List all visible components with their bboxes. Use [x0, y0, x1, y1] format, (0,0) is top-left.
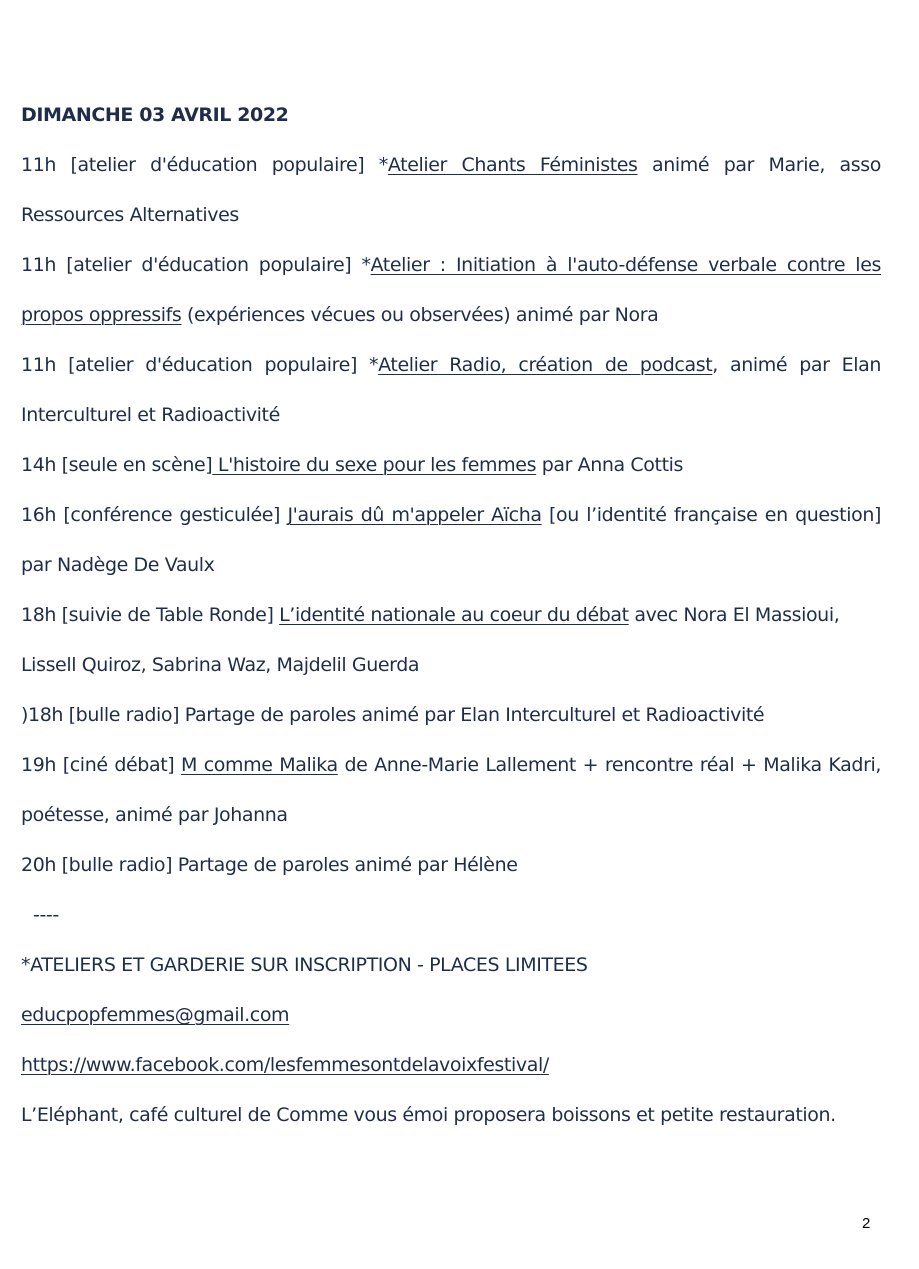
- event-link[interactable]: L’identité nationale au coeur du débat: [279, 604, 629, 626]
- event-link[interactable]: Atelier Radio, création de podcast: [378, 354, 713, 376]
- event-time-category: 11h [atelier d'éducation populaire] *: [21, 254, 371, 276]
- event-link[interactable]: Atelier Chants Féministes: [387, 154, 638, 176]
- event-item: [21, 740, 881, 840]
- event-link[interactable]: M comme Malika: [181, 754, 338, 776]
- email-line: [21, 990, 881, 1040]
- event-details: [ou l’identité française en question] par Nadège De Vaulx: [21, 504, 881, 576]
- event-time-category: 16h [conférence gesticulée]: [21, 504, 288, 526]
- event-details: (expériences vécues ou observées) animé par Nora: [181, 304, 659, 326]
- event-time-category: 11h [atelier d'éducation populaire] *: [21, 154, 388, 176]
- separator: ----: [33, 904, 59, 926]
- event-text: 20h [bulle radio] Partage de paroles animé par Hélène: [21, 854, 518, 876]
- event-item: [21, 840, 881, 890]
- event-link[interactable]: L'histoire du sexe pour les femmes: [212, 454, 537, 476]
- event-link[interactable]: Atelier : Initiation à l'auto-défense verbale contre les propos oppressifs: [21, 254, 881, 326]
- event-link[interactable]: J'aurais dû m'appeler Aïcha: [287, 504, 542, 526]
- event-item: [21, 440, 881, 490]
- event-item: [21, 690, 881, 740]
- event-time-category: 14h [seule en scène]: [21, 454, 213, 476]
- facebook-link[interactable]: https://www.facebook.com/lesfemmesontdelavoixfestival/: [21, 1054, 549, 1076]
- event-details: animé par Marie, asso Ressources Alternatives: [21, 154, 881, 226]
- event-time-category: 18h [suivie de Table Ronde]: [21, 604, 280, 626]
- event-item: [21, 340, 881, 440]
- event-time-category: 19h [ciné débat]: [21, 754, 182, 776]
- facebook-line: [21, 1040, 881, 1090]
- date-heading: DIMANCHE 03 AVRIL 2022: [21, 104, 289, 126]
- registration-notice: *ATELIERS ET GARDERIE SUR INSCRIPTION - PLACES LIMITEES: [21, 954, 588, 976]
- event-details: avec Nora El Massioui, Lissell Quiroz, Sabrina Waz, Majdelil Guerda: [21, 604, 840, 676]
- event-details: par Anna Cottis: [536, 454, 684, 476]
- email-link[interactable]: educpopfemmes@gmail.com: [21, 1004, 290, 1026]
- event-item: [21, 490, 881, 590]
- event-item: [21, 140, 881, 240]
- document-page: [21, 90, 881, 1140]
- event-details: de Anne-Marie Lallement + rencontre réal + Malika Kadri, poétesse, animé par Johanna: [21, 754, 881, 826]
- event-item: [21, 590, 881, 690]
- page-number: 2: [862, 1215, 871, 1232]
- event-item: [21, 240, 881, 340]
- event-details: , animé par Elan Interculturel et Radioactivité: [21, 354, 881, 426]
- closing-note: L’Eléphant, café culturel de Comme vous émoi proposera boissons et petite restauration.: [21, 1104, 836, 1126]
- event-text: )18h [bulle radio] Partage de paroles animé par Elan Interculturel et Radioactivité: [21, 704, 765, 726]
- event-time-category: 11h [atelier d'éducation populaire] *: [21, 354, 379, 376]
